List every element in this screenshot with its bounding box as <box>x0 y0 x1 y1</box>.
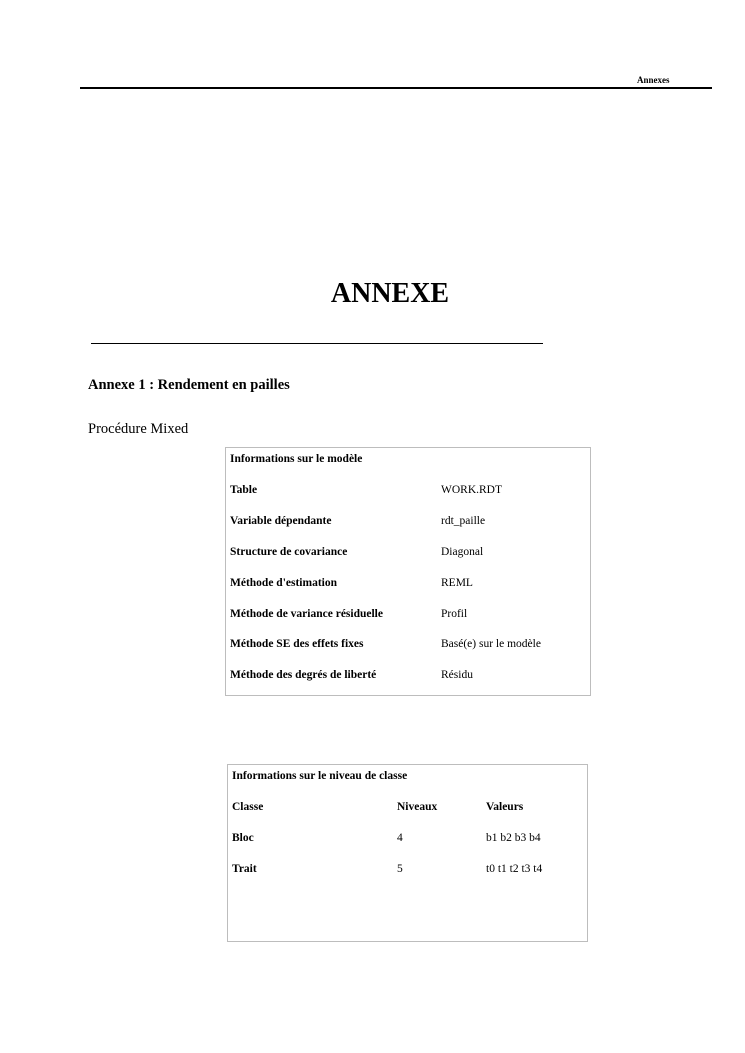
page-title: ANNEXE <box>330 278 450 309</box>
row-label: Structure de covariance <box>230 546 348 558</box>
procedure-label: Procédure Mixed <box>88 421 189 437</box>
header-rule <box>80 87 712 89</box>
row-value: Diagonal <box>441 546 484 558</box>
table-row <box>226 515 590 529</box>
row-niveaux: 5 <box>397 863 403 875</box>
row-value: REML <box>441 577 473 589</box>
row-label: Table <box>230 484 258 496</box>
row-label: Méthode d'estimation <box>230 577 338 589</box>
table-row <box>226 484 590 498</box>
row-label: Variable dépendante <box>230 515 332 527</box>
title-rule <box>91 343 543 344</box>
row-valeurs: t0 t1 t2 t3 t4 <box>486 863 543 875</box>
row-value: WORK.RDT <box>441 484 503 496</box>
row-value: Profil <box>441 608 468 620</box>
row-value: Résidu <box>441 669 473 681</box>
table-row <box>226 669 590 683</box>
row-value: Basé(e) sur le modèle <box>441 638 541 650</box>
table-row <box>228 832 587 846</box>
running-header: Annexes <box>637 75 670 85</box>
class-info-table <box>227 764 588 942</box>
row-classe: Bloc <box>232 832 254 844</box>
row-label: Méthode de variance résiduelle <box>230 608 383 620</box>
row-label: Méthode des degrés de liberté <box>230 669 377 681</box>
table-row <box>226 577 590 591</box>
section-heading: Annexe 1 : Rendement en pailles <box>88 377 290 393</box>
row-valeurs: b1 b2 b3 b4 <box>486 832 541 844</box>
row-label: Méthode SE des effets fixes <box>230 638 364 650</box>
class-info-title: Informations sur le niveau de classe <box>232 770 408 782</box>
table-row <box>226 608 590 622</box>
row-value: rdt_paille <box>441 515 486 527</box>
table-row <box>226 546 590 560</box>
header-classe: Classe <box>232 801 264 813</box>
table-header-row <box>228 801 587 815</box>
table-row <box>226 638 590 652</box>
row-classe: Trait <box>232 863 257 875</box>
header-niveaux: Niveaux <box>397 801 438 813</box>
model-info-title: Informations sur le modèle <box>230 453 363 465</box>
row-niveaux: 4 <box>397 832 403 844</box>
table-row <box>228 863 587 877</box>
header-valeurs: Valeurs <box>486 801 524 813</box>
model-info-table <box>225 447 591 696</box>
